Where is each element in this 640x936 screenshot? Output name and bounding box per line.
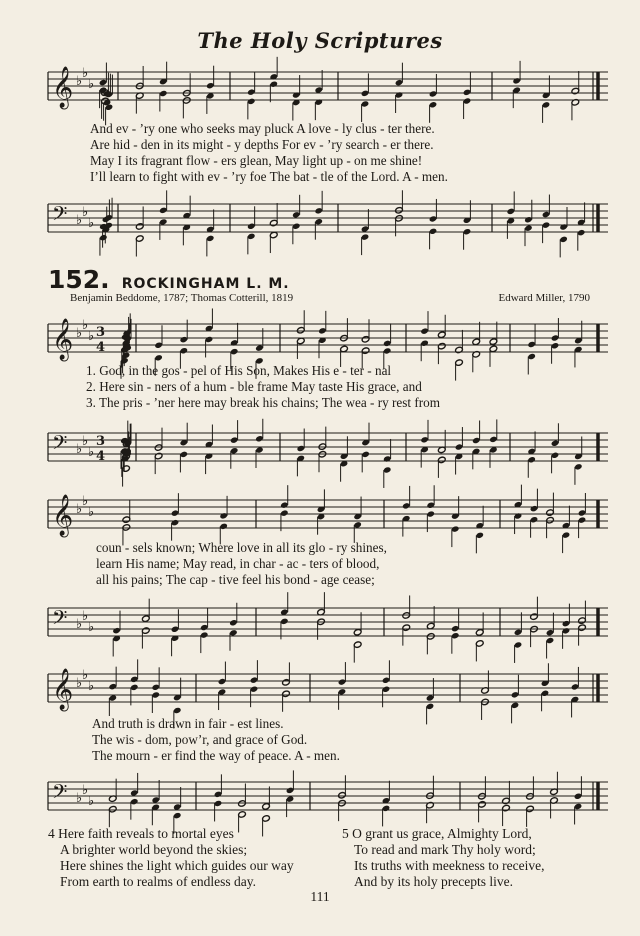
bass-clef-icon: 𝄢	[52, 202, 68, 230]
extra-verse-number: 5	[342, 826, 349, 841]
extra-verse-4	[48, 826, 294, 890]
flat-icon: ♭	[76, 791, 83, 806]
treble-clef-icon: 𝄞	[52, 495, 74, 536]
music-credit: Edward Miller, 1790	[498, 292, 590, 304]
flat-icon: ♭	[82, 494, 89, 509]
flat-icon: ♭	[76, 74, 83, 89]
verse-line: And truth is drawn in fair - est lines.	[92, 716, 284, 731]
text-credit: Benjamin Beddome, 1787; Thomas Cotterill, 1819	[70, 292, 294, 304]
verse-line: 3. The pris - ’ner here may break his chains; The wea - ry rest from	[86, 395, 440, 410]
bass-clef-icon: 𝄢	[52, 606, 68, 634]
flat-icon: ♭	[82, 783, 89, 798]
flat-icon: ♭	[82, 668, 89, 683]
time-signature-digit: 3	[96, 325, 106, 340]
flat-icon: ♭	[88, 794, 95, 809]
flat-icon: ♭	[88, 679, 95, 694]
bass-clef-icon: 𝄢	[52, 431, 68, 459]
time-signature-digit: 4	[96, 449, 106, 464]
extra-verse-number: 4	[48, 826, 55, 841]
extra-verse-line: Here shines the light which guides our way	[60, 858, 294, 873]
prev-hymn-treble-staff	[0, 64, 640, 114]
time-signature-digit: 3	[96, 434, 106, 449]
verse-line: The mourn - er find the way of peace. A - men.	[92, 748, 340, 763]
treble-clef-icon: 𝄞	[52, 67, 74, 108]
flat-icon: ♭	[88, 329, 95, 344]
flat-icon: ♭	[88, 216, 95, 231]
flat-icon: ♭	[88, 77, 95, 92]
prev-hymn-verse-line: May I its fragrant flow - ers glean, May light up - on me shine!	[90, 153, 423, 168]
system3-treble-staff	[0, 666, 640, 716]
system2-treble-staff	[0, 492, 640, 542]
flat-icon: ♭	[88, 620, 95, 635]
treble-clef-icon: 𝄞	[52, 319, 74, 360]
running-head: The Holy Scriptures	[197, 28, 443, 53]
extra-verse-line: A brighter world beyond the skies;	[60, 842, 248, 857]
flat-icon: ♭	[82, 434, 89, 449]
flat-icon: ♭	[82, 318, 89, 333]
extra-verse-line: Here faith reveals to mortal eyes	[58, 826, 234, 841]
flat-icon: ♭	[76, 617, 83, 632]
page-number: 111	[310, 889, 330, 904]
verse-line: The wis - dom, pow’r, and grace of God.	[92, 732, 308, 747]
flat-icon: ♭	[82, 66, 89, 81]
flat-icon: ♭	[76, 502, 83, 517]
verse-line: coun - sels known; Where love in all its glo - ry shines,	[96, 540, 387, 555]
system1-bass-staff	[0, 425, 640, 475]
verse-line: 2. Here sin - ners of a hum - ble frame May taste His grace, and	[86, 379, 422, 394]
prev-hymn-verse-line: Are hid - den in its might - y depths For ev - ’ry search - er there.	[90, 137, 434, 152]
treble-clef-icon: 𝄞	[52, 669, 74, 710]
flat-icon: ♭	[76, 676, 83, 691]
flat-icon: ♭	[82, 609, 89, 624]
system3-bass-staff	[0, 774, 640, 824]
prev-hymn-verse-line: And ev - ’ry one who seeks may pluck A love - ly clus - ter there.	[90, 121, 435, 136]
extra-verse-line: From earth to realms of endless day.	[60, 874, 256, 889]
verse-line: 1. God, in the gos - pel of His Son, Makes His e - ter - nal	[86, 363, 392, 378]
prev-hymn-verse-line: I’ll learn to fight with ev - ’ry foe The bat - tle of the Lord. A - men.	[90, 169, 448, 184]
system1-treble-staff	[0, 316, 640, 366]
extra-verse-line: To read and mark Thy holy word;	[354, 842, 536, 857]
extra-verse-line: O grant us grace, Almighty Lord,	[352, 826, 532, 841]
flat-icon: ♭	[76, 213, 83, 228]
flat-icon: ♭	[76, 442, 83, 457]
flat-icon: ♭	[76, 326, 83, 341]
bass-clef-icon: 𝄢	[52, 780, 68, 808]
hymn-heading	[48, 265, 290, 294]
verse-line: learn His name; May read, in char - ac - ters of blood,	[96, 556, 380, 571]
system2-bass-staff	[0, 600, 640, 650]
hymn-number: 152.	[48, 265, 110, 294]
extra-verse-line: And by its holy precepts live.	[354, 874, 513, 889]
extra-verse-line: Its truths with meekness to receive,	[354, 858, 545, 873]
flat-icon: ♭	[88, 505, 95, 520]
time-signature-digit: 4	[96, 340, 106, 355]
verse-line: all his pains; The cap - tive feel his bond - age cease;	[96, 572, 375, 587]
flat-icon: ♭	[88, 445, 95, 460]
tune-name: ROCKINGHAM L. M.	[121, 276, 290, 292]
extra-verse-5	[342, 826, 544, 890]
flat-icon: ♭	[82, 205, 89, 220]
prev-hymn-bass-staff	[0, 196, 640, 246]
